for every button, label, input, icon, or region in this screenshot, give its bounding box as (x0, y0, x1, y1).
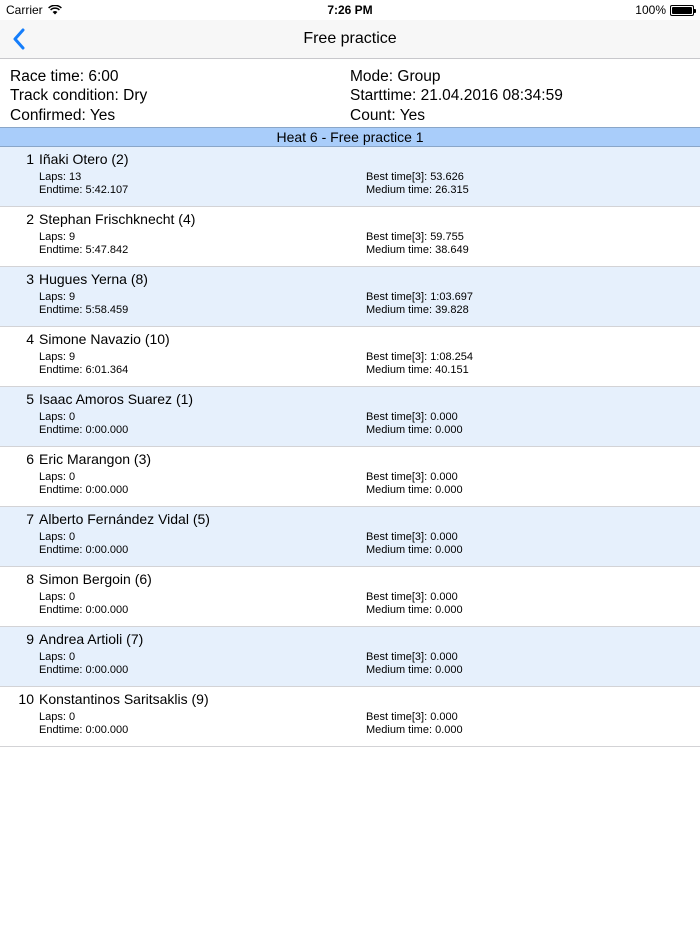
end-time: Endtime: 0:00.000 (39, 484, 129, 496)
end-time: Endtime: 0:00.000 (39, 604, 129, 616)
driver-name: Simon Bergoin (6) (39, 571, 152, 587)
end-time: Endtime: 6:01.364 (39, 364, 129, 376)
result-position: 10 (18, 691, 34, 707)
table-row[interactable] (0, 147, 700, 207)
medium-time: Medium time: 0.000 (366, 664, 463, 676)
laps-count: Laps: 9 (39, 351, 76, 363)
table-row[interactable] (0, 567, 700, 627)
end-time: Endtime: 5:58.459 (39, 304, 129, 316)
end-time: Endtime: 0:00.000 (39, 424, 129, 436)
table-row[interactable] (0, 507, 700, 567)
start-time: Starttime: 21.04.2016 08:34:59 (350, 87, 563, 105)
result-position: 2 (26, 211, 34, 227)
driver-name: Andrea Artioli (7) (39, 631, 144, 647)
status-right (635, 3, 694, 17)
best-time: Best time[3]: 0.000 (366, 411, 458, 423)
best-time: Best time[3]: 1:03.697 (366, 291, 474, 303)
best-time: Best time[3]: 59.755 (366, 231, 464, 243)
laps-count: Laps: 0 (39, 471, 76, 483)
table-row[interactable] (0, 687, 700, 747)
driver-name: Hugues Yerna (8) (39, 271, 148, 287)
carrier-label: Carrier (6, 3, 43, 17)
driver-name: Isaac Amoros Suarez (1) (39, 391, 194, 407)
status-bar (0, 0, 700, 20)
race-info (0, 67, 700, 127)
medium-time: Medium time: 0.000 (366, 544, 463, 556)
race-info-left (10, 67, 147, 125)
driver-name: Alberto Fernández Vidal (5) (39, 511, 210, 527)
laps-count: Laps: 9 (39, 291, 76, 303)
driver-name: Iñaki Otero (2) (39, 151, 129, 167)
best-time: Best time[3]: 0.000 (366, 651, 458, 663)
race-info-right (350, 67, 563, 125)
battery-percent: 100% (635, 3, 666, 17)
result-position: 6 (26, 451, 34, 467)
end-time: Endtime: 5:47.842 (39, 244, 129, 256)
result-position: 4 (26, 331, 34, 347)
driver-name: Eric Marangon (3) (39, 451, 152, 467)
result-position: 8 (26, 571, 34, 587)
table-row[interactable] (0, 267, 700, 327)
navigation-bar (0, 20, 700, 59)
table-row[interactable] (0, 207, 700, 267)
medium-time: Medium time: 38.649 (366, 244, 469, 256)
best-time: Best time[3]: 0.000 (366, 531, 458, 543)
laps-count: Laps: 0 (39, 591, 76, 603)
driver-name: Konstantinos Saritsaklis (9) (39, 691, 209, 707)
result-position: 7 (26, 511, 34, 527)
best-time: Best time[3]: 0.000 (366, 711, 458, 723)
page-title: Free practice (303, 30, 397, 47)
medium-time: Medium time: 40.151 (366, 364, 469, 376)
end-time: Endtime: 5:42.107 (39, 184, 129, 196)
medium-time: Medium time: 0.000 (366, 484, 463, 496)
medium-time: Medium time: 26.315 (366, 184, 469, 196)
table-row[interactable] (0, 387, 700, 447)
result-position: 9 (26, 631, 34, 647)
laps-count: Laps: 0 (39, 531, 76, 543)
laps-count: Laps: 0 (39, 411, 76, 423)
race-mode: Mode: Group (350, 68, 441, 85)
result-position: 5 (26, 391, 34, 407)
best-time: Best time[3]: 0.000 (366, 471, 458, 483)
status-time: 7:26 PM (327, 3, 373, 17)
medium-time: Medium time: 39.828 (366, 304, 469, 316)
table-row[interactable] (0, 447, 700, 507)
result-position: 3 (26, 271, 34, 287)
end-time: Endtime: 0:00.000 (39, 724, 129, 736)
race-time: Race time: 6:00 (10, 68, 119, 85)
medium-time: Medium time: 0.000 (366, 724, 463, 736)
laps-count: Laps: 13 (39, 171, 82, 183)
laps-count: Laps: 0 (39, 711, 76, 723)
battery-icon (670, 5, 694, 16)
count-status: Count: Yes (350, 106, 425, 124)
medium-time: Medium time: 0.000 (366, 604, 463, 616)
driver-name: Stephan Frischknecht (4) (39, 211, 196, 227)
heat-section-header: Heat 6 - Free practice 1 (0, 127, 700, 147)
laps-count: Laps: 9 (39, 231, 76, 243)
results-list (0, 147, 700, 747)
laps-count: Laps: 0 (39, 651, 76, 663)
driver-name: Simone Navazio (10) (39, 331, 170, 347)
medium-time: Medium time: 0.000 (366, 424, 463, 436)
end-time: Endtime: 0:00.000 (39, 544, 129, 556)
end-time: Endtime: 0:00.000 (39, 664, 129, 676)
confirmed-status: Confirmed: Yes (10, 106, 116, 124)
best-time: Best time[3]: 1:08.254 (366, 351, 474, 363)
table-row[interactable] (0, 627, 700, 687)
table-row[interactable] (0, 327, 700, 387)
best-time: Best time[3]: 0.000 (366, 591, 458, 603)
track-condition: Track condition: Dry (10, 87, 148, 105)
result-position: 1 (26, 151, 34, 167)
best-time: Best time[3]: 53.626 (366, 171, 464, 183)
